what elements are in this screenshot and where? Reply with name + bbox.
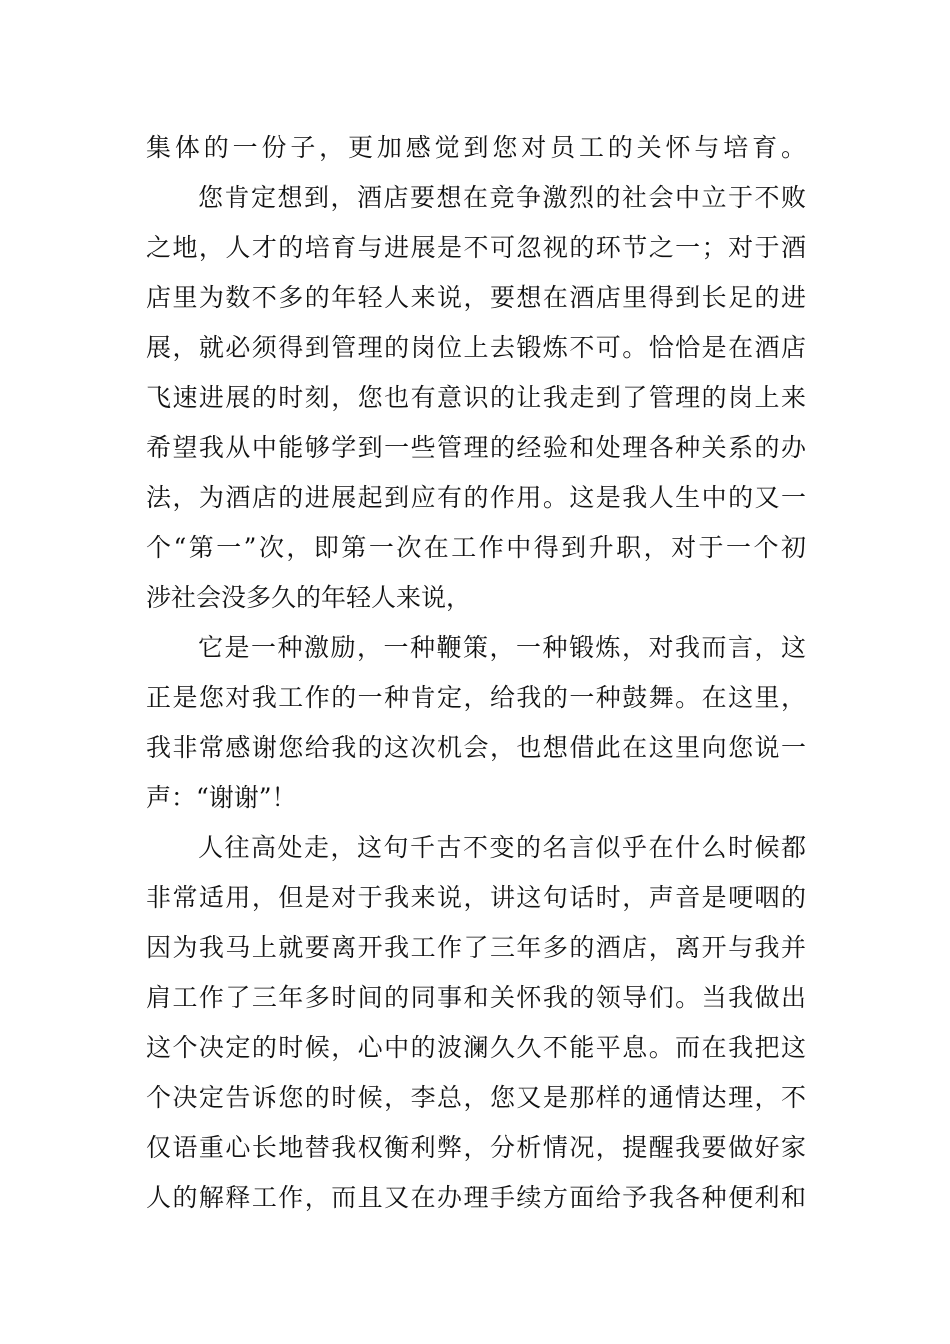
text-line: 个决定告诉您的时候，李总，您又是那样的通情达理，不 [146,1083,806,1112]
text-line: 非常适用，但是对于我来说，讲这句话时，声音是哽咽的 [146,883,806,912]
paragraph-first-line: 您肯定想到，酒店要想在竞争激烈的社会中立于不败 [198,183,806,212]
text-line: 店里为数不多的年轻人来说，要想在酒店里得到长足的进 [146,283,806,312]
text-line: 仅语重心长地替我权衡利弊，分析情况，提醒我要做好家 [146,1133,806,1162]
text-line: 涉社会没多久的年轻人来说， [146,583,472,612]
text-line: 展，就必须得到管理的岗位上去锻炼不可。恰恰是在酒店 [146,333,806,362]
text-line: 人的解释工作，而且又在办理手续方面给予我各种便利和 [146,1183,806,1212]
text-line: 集体的一份子，更加感觉到您对员工的关怀与培育。 [146,133,806,162]
text-line: 因为我马上就要离开我工作了三年多的酒店，离开与我并 [146,933,806,962]
text-line: 个“第一”次，即第一次在工作中得到升职，对于一个初 [146,533,806,562]
text-line: 飞速进展的时刻，您也有意识的让我走到了管理的岗上来 [146,383,806,412]
paragraph-first-line: 它是一种激励，一种鞭策，一种锻炼，对我而言，这 [198,633,806,662]
text-line: 法，为酒店的进展起到应有的作用。这是我人生中的又一 [146,483,806,512]
text-line: 声：“谢谢”！ [146,783,297,812]
text-line: 正是您对我工作的一种肯定，给我的一种鼓舞。在这里， [146,683,806,712]
paragraph-first-line: 人往高处走，这句千古不变的名言似乎在什么时候都 [198,833,806,862]
text-line: 之地，人才的培育与进展是不可忽视的环节之一；对于酒 [146,233,806,262]
text-line: 我非常感谢您给我的这次机会，也想借此在这里向您说一 [146,733,806,762]
text-line: 肩工作了三年多时间的同事和关怀我的领导们。当我做出 [146,983,806,1012]
text-line: 希望我从中能够学到一些管理的经验和处理各种关系的办 [146,433,806,462]
text-line: 这个决定的时候，心中的波澜久久不能平息。而在我把这 [146,1033,806,1062]
